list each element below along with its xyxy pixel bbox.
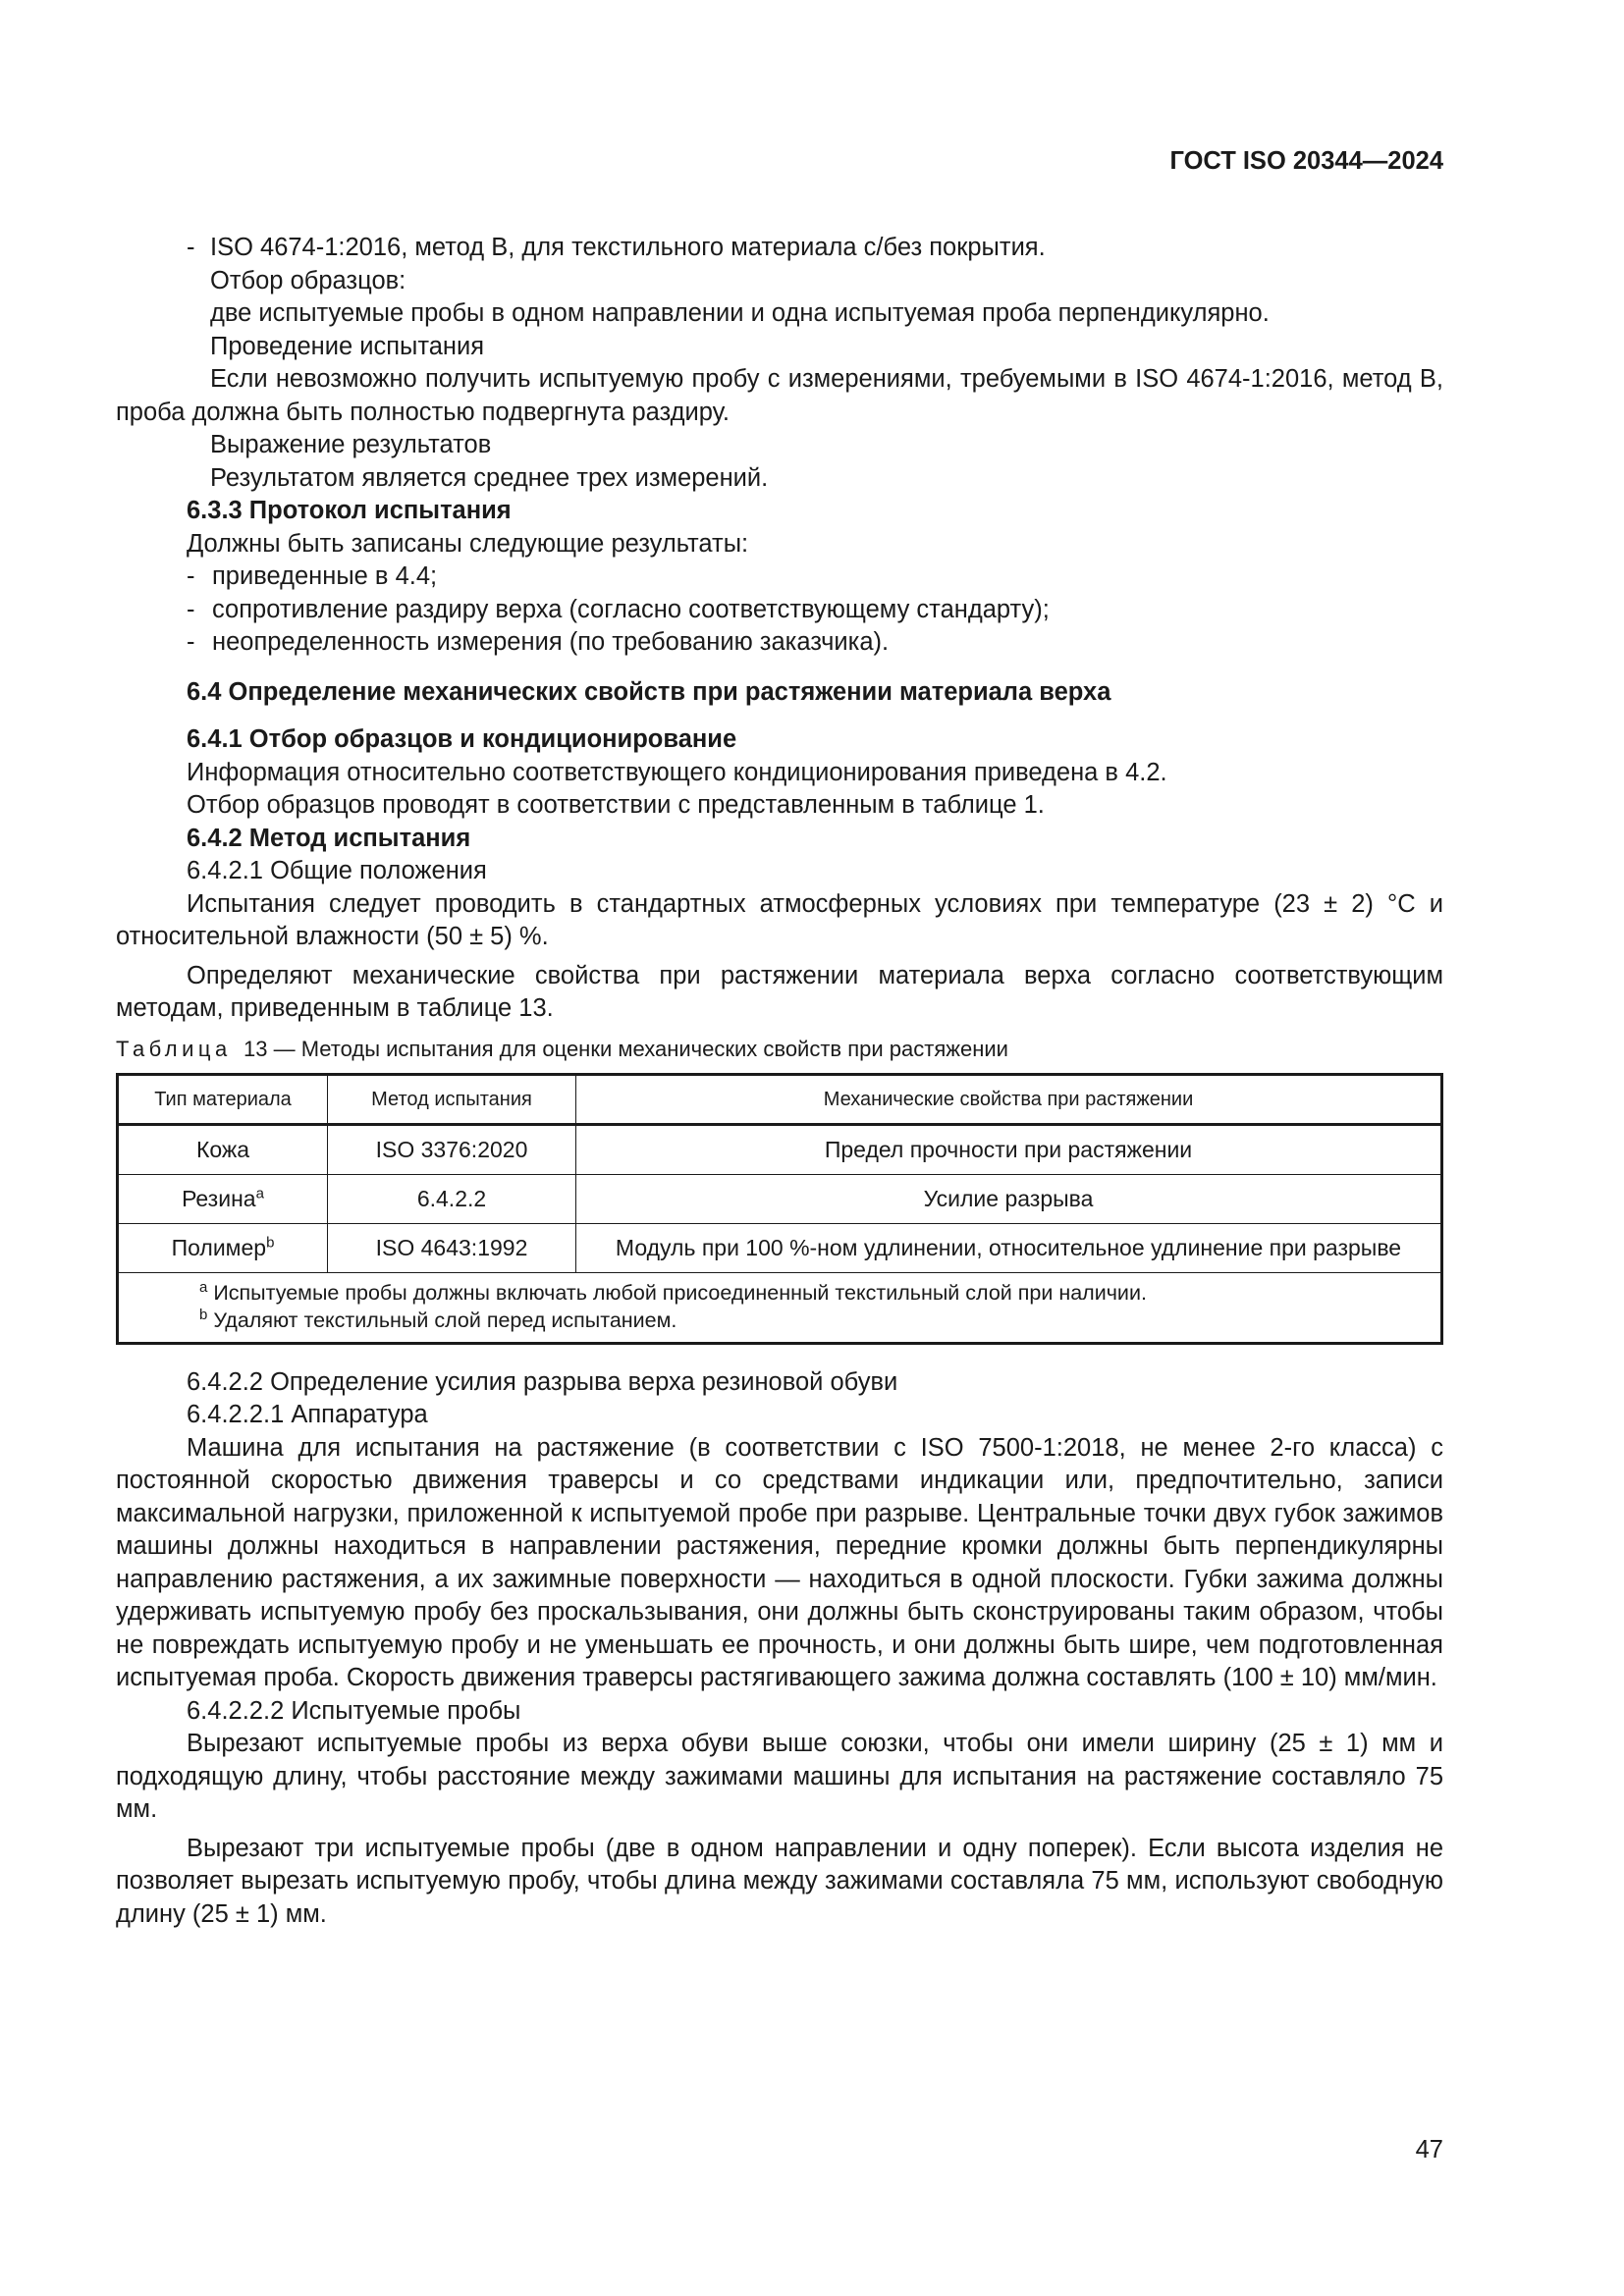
section-heading-6-4: 6.4 Определение механических свойств при растяжении материала верха [187, 677, 1111, 706]
sampling-heading: Отбор образцов: [210, 266, 406, 294]
page-body [116, 0, 1443, 1931]
table-row [118, 1174, 1442, 1223]
paragraph: Информация относительно соответствующего кондиционирования приведена в 4.2. [187, 758, 1167, 786]
method-cell: 6.4.2.2 [328, 1174, 576, 1223]
note-text: Удаляют текстильный слой перед испытанием. [213, 1308, 677, 1332]
dash: - [187, 562, 195, 590]
subsection-heading: 6.4.2.1 Общие положения [187, 857, 487, 884]
method-cell: ISO 3376:2020 [328, 1124, 576, 1174]
property-cell: Усилие разрыва [576, 1174, 1442, 1223]
document-header: ГОСТ ISO 20344—2024 [1169, 147, 1443, 175]
column-header: Метод испытания [328, 1074, 576, 1124]
procedure-text: Если невозможно получить испытуемую пробу с измерениями, требуемыми в ISO 4674-1:2016, метод В, проба должна быть полностью подвергнута раздиру. [116, 365, 1443, 426]
paragraph: Отбор образцов проводят в соответствии с представленным в таблице 1. [187, 791, 1045, 819]
table-caption-word: Таблица [116, 1036, 232, 1061]
property-cell: Предел прочности при растяжении [576, 1124, 1442, 1174]
paragraph: Должны быть записаны следующие результаты: [187, 529, 749, 558]
sampling-text: две испытуемые пробы в одном направлении и одна испытуемая проба перпендикулярно. [210, 299, 1270, 327]
table-note [199, 1279, 1440, 1307]
material-cell [118, 1124, 328, 1174]
list-item-text: приведенные в 4.4; [212, 562, 438, 590]
list-item [116, 626, 1443, 660]
list-item-text: неопределенность измерения (по требованию заказчика). [212, 628, 890, 656]
subsection-heading: 6.4.2.2.1 Аппаратура [187, 1401, 428, 1428]
dash: - [187, 595, 195, 623]
table-notes-row [118, 1272, 1442, 1343]
paragraph: Испытания следует проводить в стандартных атмосферных условиях при температуре (23 ± 2) °С и относительной влажности (50 ± 5) %. [116, 889, 1443, 950]
results-heading: Выражение результатов [210, 431, 492, 458]
material-name: Кожа [195, 1137, 250, 1162]
table-caption-text: 13 — Методы испытания для оценки механических свойств при растяжении [244, 1036, 1008, 1061]
section-heading-6-4-2: 6.4.2 Метод испытания [187, 824, 471, 852]
list-item [116, 232, 1443, 265]
material-cell [118, 1223, 328, 1272]
column-header: Тип материала [118, 1074, 328, 1124]
page-number: 47 [1415, 2136, 1443, 2163]
table-note [199, 1307, 1440, 1334]
column-header: Механические свойства при растяжении [576, 1074, 1442, 1124]
dash: - [187, 234, 195, 261]
list-item [116, 561, 1443, 594]
procedure-heading: Проведение испытания [210, 332, 485, 360]
table-header-row [118, 1074, 1442, 1124]
section-heading-6-3-3: 6.3.3 Протокол испытания [187, 497, 512, 524]
paragraph: Вырезают испытуемые пробы из верха обуви выше союзки, чтобы они имели ширину (25 ± 1) мм и подходящую длину, чтобы расстояние между зажимами машины для испытания на растяжение составляло 75 мм. [116, 1730, 1443, 1823]
table-caption [116, 1036, 1443, 1063]
property-cell: Модуль при 100 %-ном удлинении, относительное удлинение при разрыве [576, 1223, 1442, 1272]
dash: - [187, 628, 195, 656]
note-text: Испытуемые пробы должны включать любой присоединенный текстильный слой при наличии. [213, 1280, 1147, 1305]
footnote-mark: b [266, 1234, 275, 1252]
footnote-mark: a [255, 1185, 264, 1202]
material-name: Резина [182, 1186, 256, 1211]
table-row [118, 1124, 1442, 1174]
list-item [116, 594, 1443, 627]
material-cell [118, 1174, 328, 1223]
table-13 [116, 1073, 1443, 1345]
table-row [118, 1223, 1442, 1272]
subsection-heading: 6.4.2.2 Определение усилия разрыва верха резиновой обуви [187, 1367, 898, 1396]
section-heading-6-4-1: 6.4.1 Отбор образцов и кондиционирование [187, 725, 737, 753]
method-cell: ISO 4643:1992 [328, 1223, 576, 1272]
paragraph: Машина для испытания на растяжение (в соответствии с ISO 7500-1:2018, не менее 2-го класса) с постоянной скоростью движения траверсы и со средствами индикации или, предпочтительно, записи максимальной нагрузки, приложенной к испытуемой пробе при разрыве. Центральные точки двух губок зажимов машины должны находиться в направлении растяжения, передние кромки должны быть перпендикулярны направлению растяжения, а их зажимные поверхности — находиться в одной плоскости. Губки зажима должны удерживать испытуемую пробу без проскальзывания, они должны быть сконструированы таким образом, чтобы не повреждать испытуемую пробу и не уменьшать ее прочность, и они должны быть шире, чем подготовленная испытуемая проба. Скорость движения траверсы растягивающего зажима должна составлять (100 ± 10) мм/мин. [116, 1433, 1443, 1691]
footnote-mark: a [199, 1278, 208, 1296]
subsection-heading: 6.4.2.2.2 Испытуемые пробы [187, 1696, 521, 1725]
paragraph: Определяют механические свойства при растяжении материала верха согласно соответствующим методам, приведенным в таблице 13. [116, 961, 1443, 1022]
footnote-mark: b [199, 1306, 208, 1323]
table-notes [118, 1272, 1442, 1343]
results-text: Результатом является среднее трех измерений. [210, 463, 769, 492]
material-name: Полимер [171, 1235, 267, 1260]
list-item-text: сопротивление раздиру верха (согласно соответствующему стандарту); [212, 595, 1050, 623]
paragraph: Вырезают три испытуемые пробы (две в одном направлении и одну поперек). Если высота изделия не позволяет вырезать испытуемую пробу, чтобы длина между зажимами составляла 75 мм, используют свободную длину (25 ± 1) мм. [116, 1834, 1443, 1928]
method-line: ISO 4674-1:2016, метод В, для текстильного материала с/без покрытия. [210, 234, 1046, 261]
